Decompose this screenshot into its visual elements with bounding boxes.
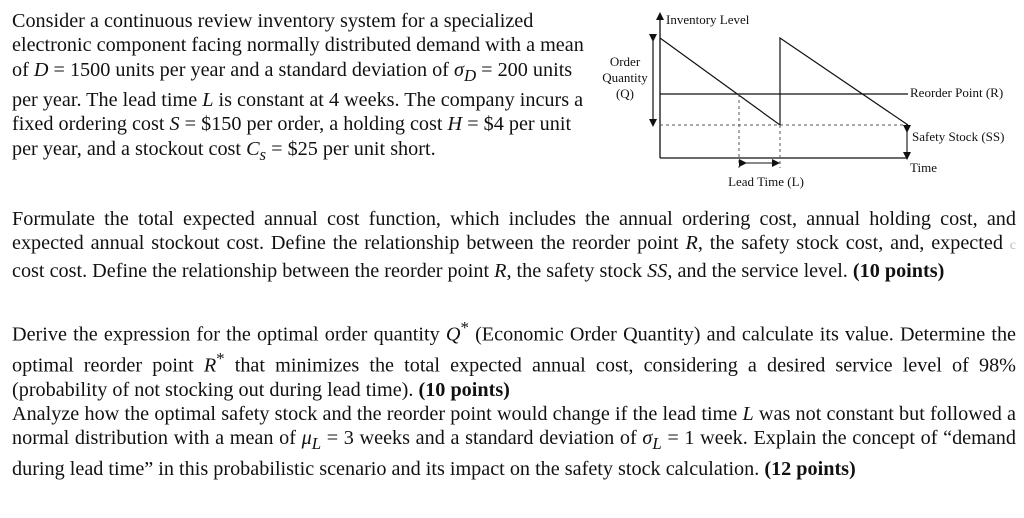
text-span: = 200 units per year. The lead time — [12, 58, 573, 111]
math-var: L — [202, 88, 214, 111]
math-var: H — [447, 113, 463, 136]
question-1 — [12, 207, 1016, 283]
math-superscript: * — [216, 349, 225, 369]
text-span: that minimizes the total expected annual cost, considering a desired service level of 98% (probability of not stocking out during lead time). — [12, 354, 1016, 402]
text-span: , and the service level. — [667, 259, 853, 282]
lead-time-label: Lead Time (L) — [728, 174, 804, 189]
math-superscript: * — [460, 318, 469, 337]
math-subscript: L — [311, 434, 322, 454]
text-span: = 1 week. Explain the concept of “demand during lead time” in this probabilistic scenario and its impact on the safety stock calculation. — [12, 427, 1016, 480]
math-var: Q — [445, 323, 461, 346]
text-span: cost cost. Define the relationship between the reorder point — [12, 259, 495, 282]
text-span: is constant at 4 weeks. The company incurs a fixed ordering cost — [12, 88, 584, 136]
problem-statement — [12, 9, 597, 167]
text-span: Formulate the total expected annual cost function, which includes the annual ordering cost, annual holding cost, and expected annual stockout cost. Define the relationship between the reorder point — [12, 208, 1016, 255]
time-axis-label: Time — [910, 160, 937, 175]
question-3 — [12, 402, 1016, 481]
text-span: Consider a continuous review inventory system for a specialized electronic component facing normally distributed demand with a mean of — [12, 10, 584, 81]
math-var: R — [685, 232, 698, 255]
math-var: μ — [301, 427, 312, 450]
text-span: = $25 per unit short. — [266, 137, 436, 160]
text-span: = 1500 units per year and a standard deviation of — [48, 58, 454, 81]
math-var: R — [494, 259, 507, 282]
math-var: L — [742, 403, 754, 425]
text-span: = 3 weeks and a standard deviation of — [321, 427, 643, 450]
artifact-glyph: c — [1009, 238, 1017, 254]
text-span: , the safety stock cost, and, expected — [697, 232, 1010, 255]
text-span: = $150 per order, a holding cost — [179, 113, 448, 136]
math-subscript: D — [463, 65, 477, 85]
inventory-sawtooth-line — [660, 38, 908, 125]
math-var: S — [169, 113, 180, 136]
math-var: σ — [453, 58, 464, 81]
points-label: (12 points) — [764, 457, 856, 480]
text-span: was not constant but followed a normal distribution with a mean of — [12, 403, 1017, 450]
order-quantity-label: Quantity — [602, 70, 648, 85]
points-label: (10 points) — [418, 379, 510, 402]
order-quantity-label: (Q) — [615, 86, 635, 101]
text-span: Analyze how the optimal safety stock and the reorder point would change if the lead time — [12, 403, 743, 425]
math-var: R — [203, 354, 217, 377]
math-var: D — [33, 58, 49, 81]
math-var: C — [246, 137, 260, 160]
question-2 — [12, 316, 1016, 402]
points-label: (10 points) — [852, 259, 945, 282]
math-var: σ — [642, 427, 653, 450]
math-subscript: s — [259, 144, 267, 164]
math-var: SS — [647, 259, 668, 282]
reorder-point-label: Reorder Point (R) — [910, 85, 1004, 100]
order-quantity-label: Order — [609, 54, 641, 69]
text-span: , the safety stock — [506, 259, 648, 282]
y-axis-label: Inventory Level — [666, 12, 750, 27]
inventory-diagram — [596, 8, 1020, 194]
text-span: = $4 per unit per year, and a stockout cost — [12, 113, 572, 160]
text-span: Derive the expression for the optimal order quantity — [12, 323, 446, 346]
math-subscript: L — [652, 434, 662, 454]
safety-stock-label: Safety Stock (SS) — [912, 129, 1005, 144]
text-span: (Economic Order Quantity) and calculate its value. Determine the optimal reorder point — [12, 323, 1017, 377]
